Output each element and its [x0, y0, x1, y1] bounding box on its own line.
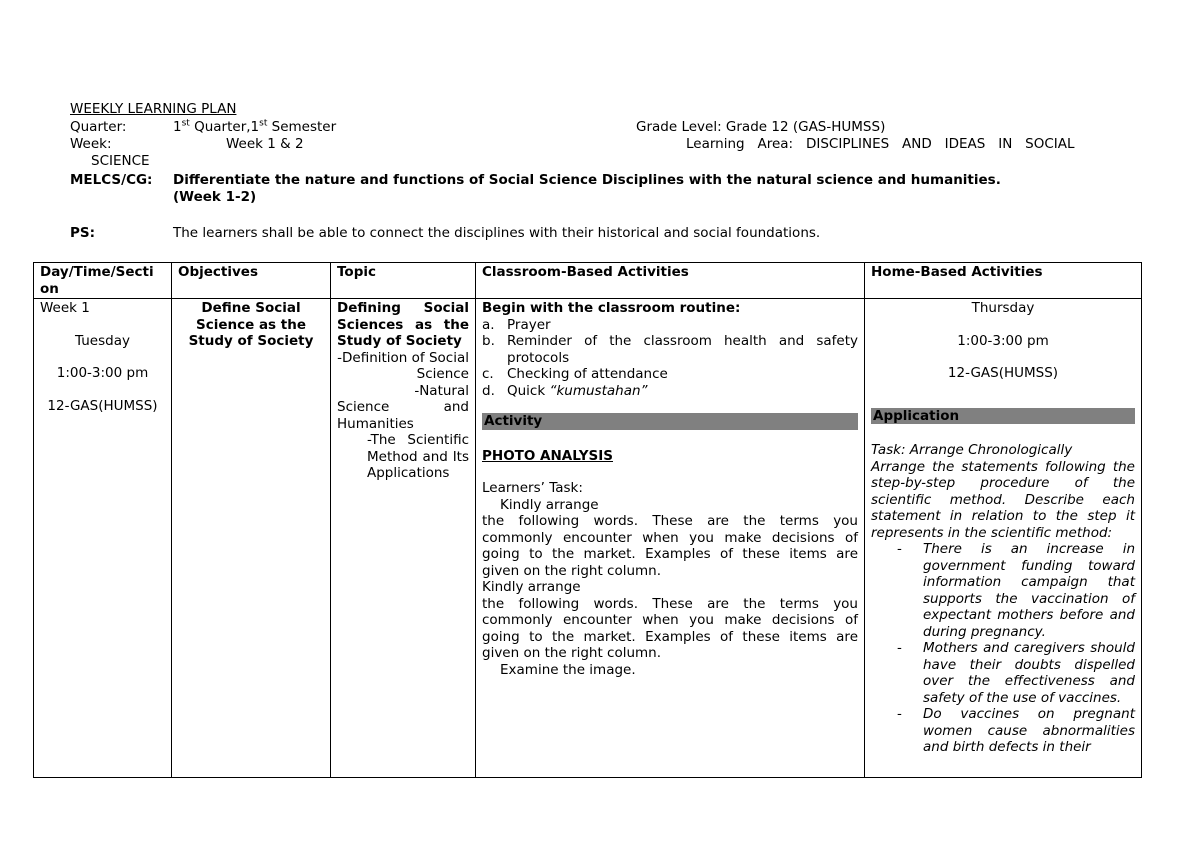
melcs-text-line2: (Week 1-2) [173, 189, 257, 205]
topic-sub2a: -Natural [414, 382, 469, 399]
home-time-text: 1:00-3:00 pm [957, 332, 1049, 349]
topic-sub3: -The Scientific Method and Its Applications [367, 432, 469, 481]
day-text: Tuesday [75, 332, 130, 349]
ps-text: The learners shall be able to connect the disciplines with their historical and social foundations. [173, 225, 821, 241]
weekly-plan-table [33, 262, 1142, 778]
ps-label: PS: [70, 225, 96, 241]
list-item: d. Quick “kumustahan” [482, 382, 648, 399]
day-time-section-cell [34, 299, 172, 778]
objectives-cell [172, 299, 331, 778]
header-topic: Topic [331, 263, 476, 299]
topic-sub2b: Science and Humanities [337, 399, 469, 432]
photo-analysis-title: PHOTO ANALYSIS [482, 447, 613, 464]
list-item: b. Reminder of the classroom health and safety protocols [482, 333, 858, 366]
application-bar: Application [871, 408, 1135, 425]
grade-level: Grade Level: Grade 12 (GAS-HUMSS) [636, 119, 886, 135]
topic-sub1: -Definition of Social Science [337, 349, 469, 382]
list-item: c. Checking of attendance [482, 366, 668, 382]
table-row [34, 299, 1142, 778]
table-header-row [34, 263, 1142, 299]
week-cell-text: Week 1 [40, 300, 90, 316]
objective-text: Define Social Science as the Study of Society [188, 300, 314, 349]
task-text: Arrange the statements following the step-by-step procedure of the scientific method. Describe each statement in relation to the step it represents in the scientific method: [871, 458, 1135, 541]
task-label: Learners’ Task: [482, 480, 583, 496]
melcs-text-line1: Differentiate the nature and functions of Social Science Disciplines with the natural science and humanities. [173, 172, 1001, 188]
topic-cell [331, 299, 476, 778]
list-item: - Do vaccines on pregnant women cause abnormalities and birth defects in their [897, 706, 1135, 755]
examine-text: Examine the image. [500, 661, 636, 678]
activity-bar: Activity [482, 413, 858, 430]
learning-area-continued: SCIENCE [91, 153, 150, 169]
activity-paragraph-1: the following words. These are the terms you commonly encounter when you make decisions of going to the market. Examples of these items are given on the right column. [482, 513, 858, 579]
melcs-label: MELCS/CG: [70, 172, 153, 188]
arrange-text-1: Kindly arrange [500, 496, 599, 513]
arrange-text-2: Kindly arrange [482, 579, 581, 595]
topic-title: Defining Social Sciences as the Study of Society [337, 300, 469, 349]
routine-title: Begin with the classroom routine: [482, 300, 741, 316]
section-text: 12-GAS(HUMSS) [47, 397, 158, 414]
activity-paragraph-2: the following words. These are the terms you commonly encounter when you make decisions of going to the market. Examples of these items are given on the right column. [482, 595, 858, 661]
page-title: WEEKLY LEARNING PLAN [70, 101, 237, 117]
quarter-label: Quarter: [70, 119, 127, 135]
classroom-activities-cell [476, 299, 865, 778]
list-item: a. Prayer [482, 316, 551, 333]
quarter-value: 1st Quarter,1st Semester [173, 118, 337, 135]
home-day-text: Thursday [971, 300, 1035, 316]
list-item: - Mothers and caregivers should have their doubts dispelled over the effectiveness and safety of the use of vaccines. [897, 640, 1135, 706]
time-text: 1:00-3:00 pm [56, 365, 149, 381]
home-activities-cell [865, 299, 1142, 778]
home-section-text: 12-GAS(HUMSS) [947, 365, 1059, 381]
list-item: - There is an increase in government funding toward information campaign that supports the vaccination of expectant mothers before and during pregnancy. [897, 541, 1135, 640]
week-label: Week: [70, 136, 112, 152]
header-home-activities: Home-Based Activities [865, 263, 1142, 299]
task-statement-list [871, 541, 1135, 756]
week-value: Week 1 & 2 [226, 136, 304, 152]
task-title: Task: Arrange Chronologically [871, 442, 1073, 458]
header-classroom-activities: Classroom-Based Activities [476, 263, 865, 299]
header-day-time-section: Day/Time/Secti on [34, 263, 172, 299]
learning-area: Learning Area: DISCIPLINES AND IDEAS IN SOCIAL [686, 136, 1075, 152]
header-objectives: Objectives [172, 263, 331, 299]
routine-list [482, 317, 858, 400]
